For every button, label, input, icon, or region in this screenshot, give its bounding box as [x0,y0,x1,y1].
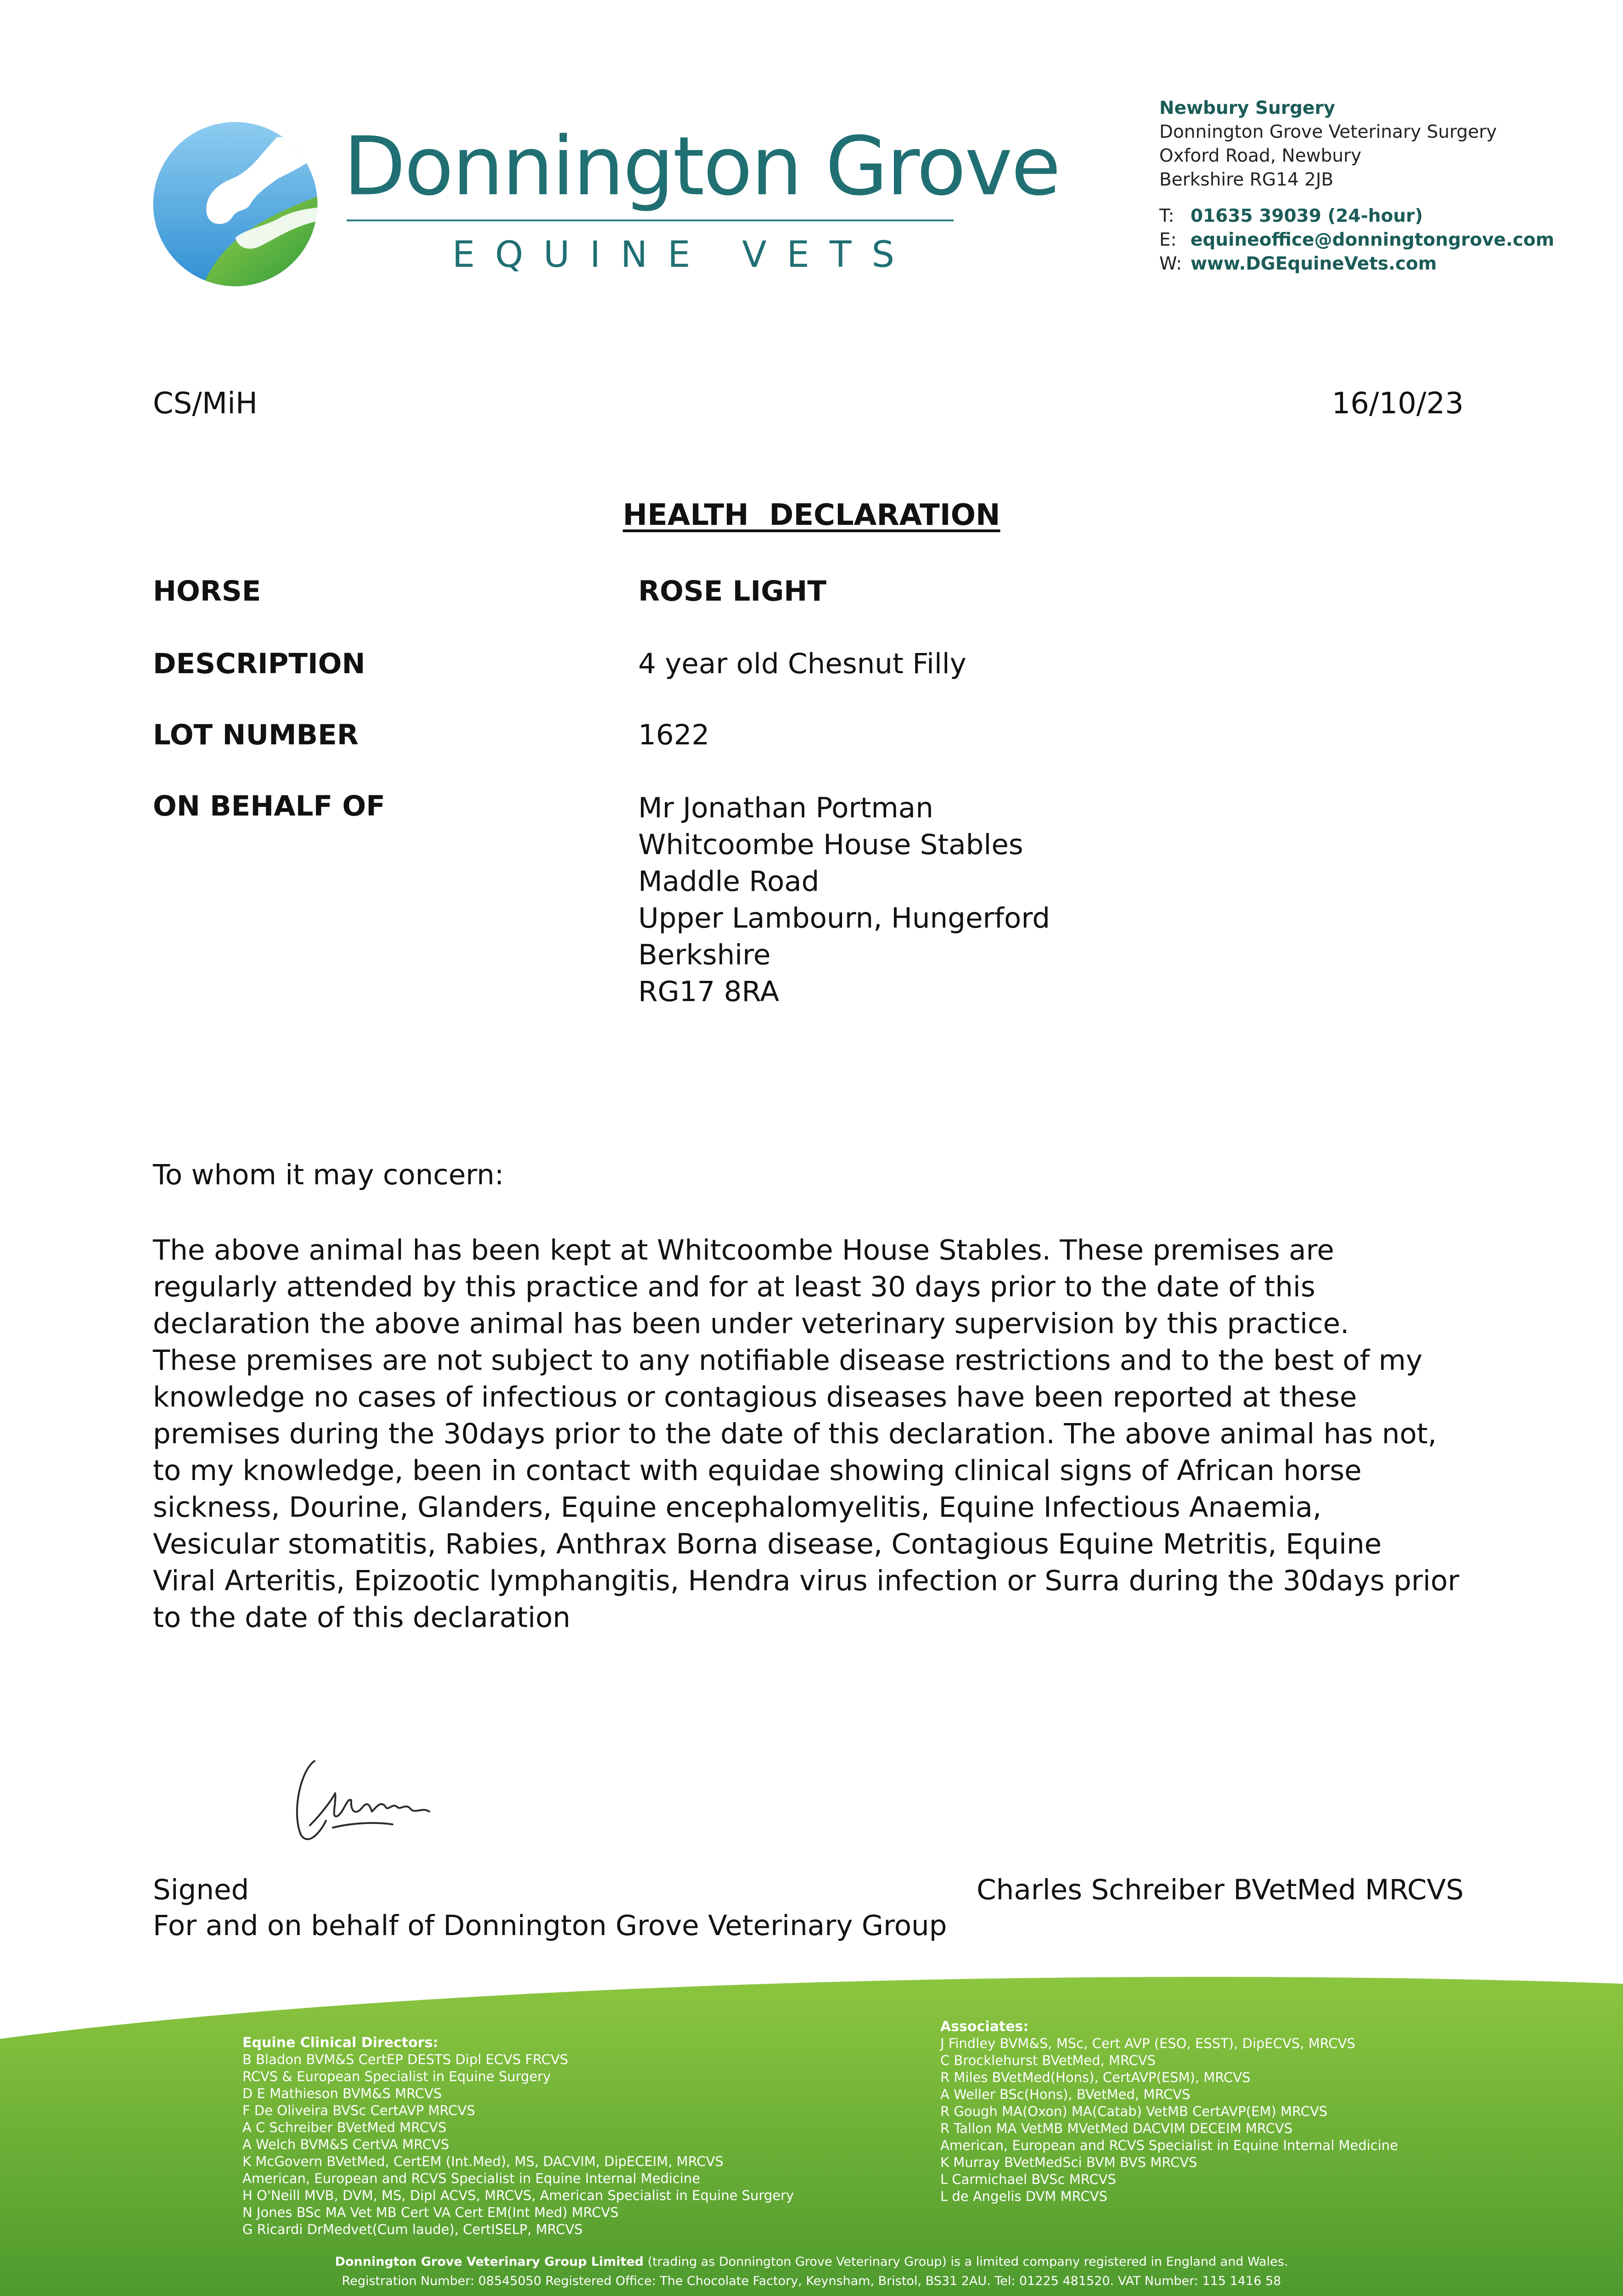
director-line: H O'Neill MVB, DVM, MS, Dipl ACVS, MRCVS, American Specialist in Equine Surgery [242,2188,794,2203]
company-text: (trading as Donnington Grove Veterinary Group) is a limited company registered in England and Wales. [647,2255,1288,2269]
phone-number: 01635 39039 (24-hour) [1191,206,1423,226]
practice-name: Newbury Surgery [1159,98,1336,118]
address-line: Donnington Grove Veterinary Surgery [1159,122,1497,142]
lot-number-label: LOT NUMBER [153,719,359,751]
associate-line: R Gough MA(Oxon) MA(Catab) VetMB CertAVP(EM) MRCVS [940,2104,1328,2119]
logo-horse-icon [152,120,319,288]
phone-label: T: [1159,206,1174,226]
directors-list [242,2034,794,2238]
signature-image [282,1743,445,1853]
web-row [1159,252,1554,276]
director-line: N Jones BSc MA Vet MB Cert VA Cert EM(Int Med) MRCVS [242,2205,619,2220]
email-label: E: [1159,230,1177,250]
associate-line: K Murray BVetMedSci BVM BVS MRCVS [940,2155,1197,2170]
signed-label: Signed [153,1874,249,1906]
practice-address [1159,96,1497,192]
salutation: To whom it may concern: [153,1159,504,1191]
document-title: HEALTH DECLARATION [623,498,1000,532]
associate-line: R Tallon MA VetMB MVetMed DACVIM DECEIM MRCVS [940,2121,1293,2136]
email-link[interactable]: equineoffice@donningtongrove.com [1191,230,1555,250]
director-line: A Welch BVM&S CertVA MRCVS [242,2137,449,2152]
on-behalf-label: ON BEHALF OF [153,790,385,822]
director-line: K McGovern BVetMed, CertEM (Int.Med), MS, DACVIM, DipECEIM, MRCVS [242,2154,724,2169]
owner-line: RG17 8RA [638,975,780,1008]
associates-heading: Associates: [940,2019,1029,2035]
director-line: A C Schreiber BVetMed MRCVS [242,2120,447,2135]
email-row [1159,228,1554,252]
director-line: B Bladon BVM&S CertEP DESTS Dipl ECVS FRCVS [242,2052,568,2067]
directors-heading: Equine Clinical Directors: [242,2035,438,2051]
owner-line: Berkshire [638,939,771,971]
associate-line: American, European and RCVS Specialist in Equine Internal Medicine [940,2138,1398,2153]
legal-notice [0,2252,1623,2291]
horse-label: HORSE [153,575,261,608]
registration-line: Registration Number: 08545050 Registered Office: The Chocolate Factory, Keynsham, Bristol, BS31 2AU. Tel: 01225 481520. VAT Number: 115 1416 58 [342,2274,1281,2288]
owner-line: Maddle Road [638,865,820,898]
associates-list [940,2018,1398,2205]
director-line: RCVS & European Specialist in Equine Surgery [242,2069,551,2084]
logo-divider [347,219,954,221]
description-label: DESCRIPTION [153,647,365,680]
associate-line: C Brocklehurst BVetMed, MRCVS [940,2053,1156,2068]
address-line: Oxford Road, Newbury [1159,146,1362,166]
logo-title: Donnington Grove [343,119,1060,214]
owner-line: Whitcoombe House Stables [638,828,1023,861]
signer-name: Charles Schreiber BVetMed MRCVS [977,1874,1464,1906]
director-line: American, European and RCVS Specialist in Equine Internal Medicine [242,2171,701,2186]
address-line: Berkshire RG14 2JB [1159,169,1334,190]
associate-line: L de Angelis DVM MRCVS [940,2189,1107,2204]
website-link[interactable]: www.DGEquineVets.com [1191,253,1437,274]
associate-line: R Miles BVetMed(Hons), CertAVP(ESM), MRCVS [940,2070,1251,2085]
director-line: F De Oliveira BVSc CertAVP MRCVS [242,2103,475,2118]
reference: CS/MiH [153,387,258,421]
director-line: D E Mathieson BVM&S MRCVS [242,2086,442,2101]
owner-line: Mr Jonathan Portman [638,792,933,824]
description-value: 4 year old Chesnut Filly [638,647,966,680]
horse-name: ROSE LIGHT [638,575,826,608]
letter-date: 16/10/23 [1331,387,1464,421]
phone-row [1159,204,1554,228]
logo-subtitle: EQUINE VETS [452,234,915,276]
associate-line: A Weller BSc(Hons), BVetMed, MRCVS [940,2087,1191,2102]
signed-on-behalf: For and on behalf of Donnington Grove Veterinary Group [153,1909,947,1942]
associate-line: J Findley BVM&S, MSc, Cert AVP (ESO, ESST), DipECVS, MRCVS [940,2036,1355,2051]
contact-details [1159,204,1554,276]
company-line [0,2252,1623,2272]
lot-number-value: 1622 [638,719,710,751]
company-name: Donnington Grove Veterinary Group Limited [335,2255,644,2269]
associate-line: L Carmichael BVSc MRCVS [940,2172,1116,2187]
declaration-body: The above animal has been kept at Whitcoombe House Stables. These premises are regularly attended by this practice and for at least 30 days prior to the date of this declaration the above animal has been under veterinary supervision by this practice. These premises are not subject to any notifiable disease restrictions and to the best of my knowledge no cases of infectious or contagious diseases have been reported at these premises during the 30days prior to the date of this declaration. The above animal has not, to my knowledge, been in contact with equidae showing clinical signs of African horse sickness, Dourine, Glanders, Equine encephalomyelitis, Equine Infectious Anaemia, Vesicular stomatitis, Rabies, Anthrax Borna disease, Contagious Equine Metritis, Equine Viral Arteritis, Epizootic lymphangitis, Hendra virus infection or Surra during the 30days prior to the date of this declaration [153,1234,1460,1634]
document-title-row [0,498,1623,532]
owner-line: Upper Lambourn, Hungerford [638,902,1050,934]
web-label: W: [1159,253,1182,274]
on-behalf-address [638,790,1050,1010]
director-line: G Ricardi DrMedvet(Cum laude), CertISELP, MRCVS [242,2222,583,2237]
